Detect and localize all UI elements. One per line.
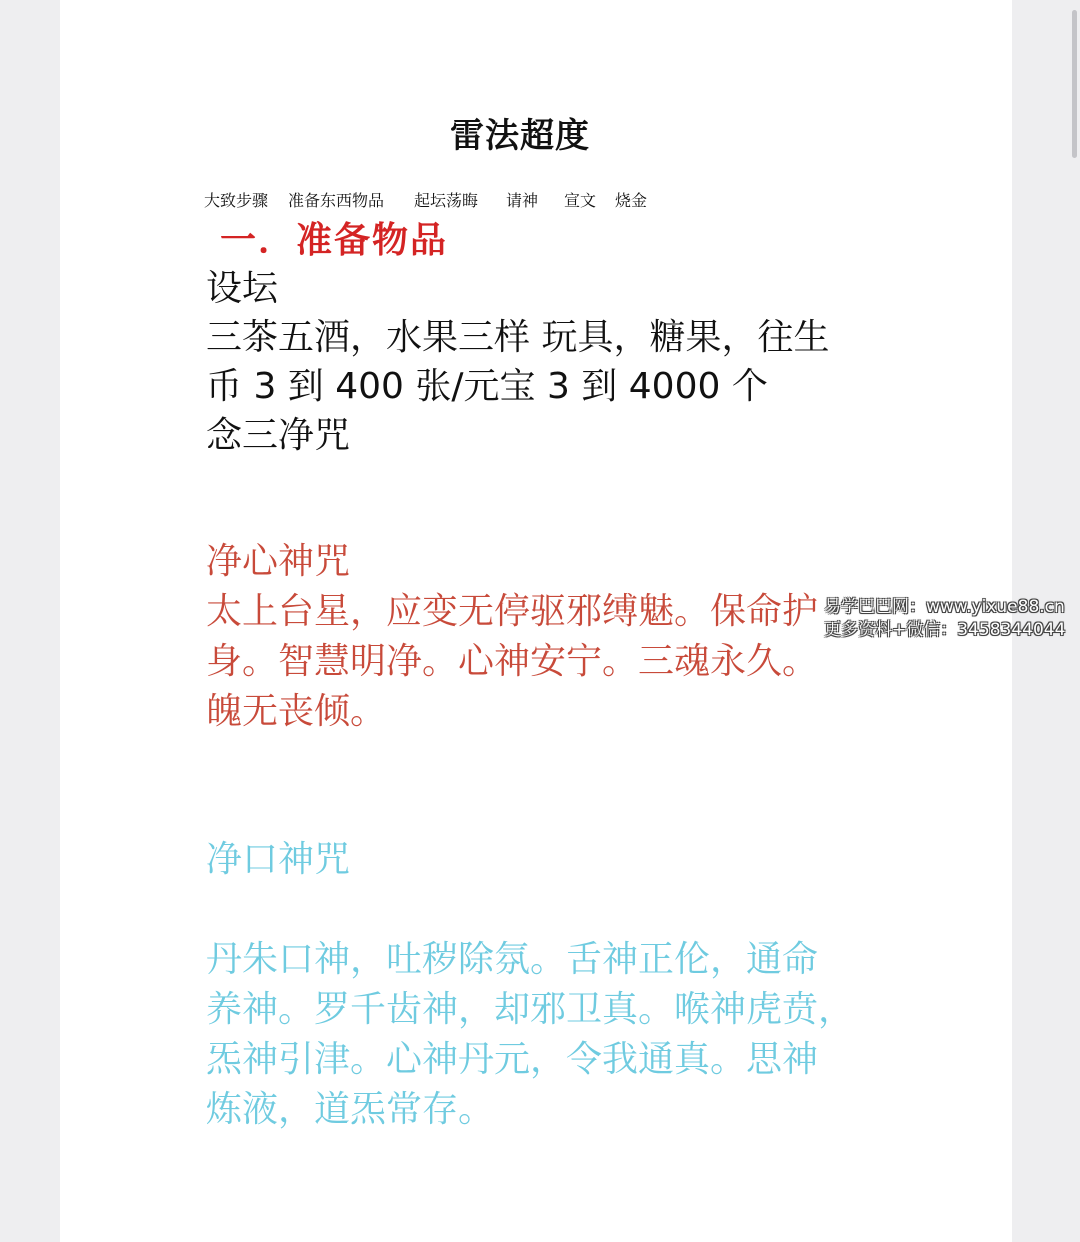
toc-item-materials[interactable]: 准备东西物品 — [288, 191, 385, 210]
toc-item-proclaim[interactable]: 宣文 — [564, 191, 597, 210]
toc-item-steps[interactable]: 大致步骤 — [204, 191, 269, 210]
scrollbar-thumb[interactable] — [1072, 10, 1077, 158]
section-heading: 一．准备物品 — [220, 220, 449, 261]
toc-item-altar[interactable]: 起坛荡晦 — [414, 191, 479, 210]
prep-line: 设坛 — [206, 268, 279, 309]
watermark-contact: 更多资料+微信：3458344044 — [824, 620, 1066, 640]
toc-item-invoke[interactable]: 请神 — [506, 191, 539, 210]
watermark-site: 易学巴巴网：www.yixue88.cn — [824, 597, 1065, 617]
mantra-mouth-block — [206, 935, 886, 1135]
preparation-list — [206, 264, 886, 460]
document-title: 雷法超度 — [450, 116, 590, 156]
mantra-mouth-title: 净口神咒 — [206, 839, 351, 880]
table-of-contents — [0, 188, 1080, 212]
mantra-heart-block — [206, 537, 886, 737]
prep-line: 币 3 到 400 张/元宝 3 到 4000 个 — [206, 366, 768, 407]
mantra-heart-line: 太上台星，应变无停驱邪缚魅。保命护 — [206, 591, 819, 632]
mantra-mouth-line: 丹朱口神，吐秽除氛。舌神正伦，通命 — [206, 939, 819, 980]
prep-line: 念三净咒 — [206, 415, 351, 456]
mantra-heart-line: 身。智慧明净。心神安宁。三魂永久。 — [206, 641, 819, 682]
mantra-heart-title: 净心神咒 — [206, 541, 351, 582]
watermark — [824, 596, 1076, 642]
mantra-mouth-line: 养神。罗千齿神，却邪卫真。喉神虎贲， — [206, 989, 855, 1030]
mantra-heart-line: 魄无丧倾。 — [206, 691, 387, 732]
mantra-mouth-line: 炁神引津。心神丹元，令我通真。思神 — [206, 1039, 819, 1080]
prep-line: 三茶五酒，水果三样 玩具，糖果，往生 — [206, 317, 830, 358]
mantra-mouth-line: 炼液，道炁常存。 — [206, 1089, 495, 1130]
toc-item-burn[interactable]: 烧金 — [615, 191, 648, 210]
